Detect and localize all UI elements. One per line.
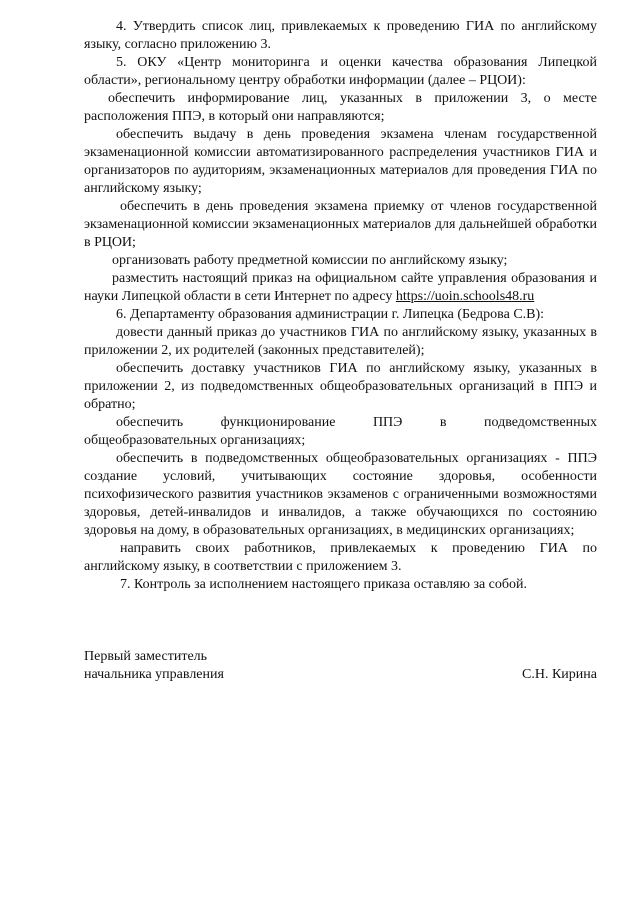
paragraph-acceptance: обеспечить в день проведения экзамена приемку от членов государственной экзаменационной комиссии экзаменационных материалов для дальнейшей обработки в РЦОИ;	[84, 199, 597, 250]
signer-position-line2: начальника управления	[84, 667, 224, 682]
paragraph-delivery: обеспечить доставку участников ГИА по английскому языку, указанных в приложении 2, из подведомственных общеобразовательных организаций в ППЭ и обратно;	[84, 361, 597, 412]
paragraph-publish	[84, 270, 597, 306]
paragraph-item-6: 6. Департаменту образования администрации г. Липецка (Бедрова С.В):	[116, 307, 545, 322]
paragraph-item-7: 7. Контроль за исполнением настоящего приказа оставляю за собой.	[120, 577, 528, 592]
paragraph-publish-text: разместить настоящий приказ на официальном сайте управления образования и науки Липецкой области в сети Интернет по адресу	[84, 271, 597, 304]
signer-position-line1: Первый заместитель	[84, 649, 208, 664]
site-link[interactable]: https://uoin.schools48.ru	[395, 289, 535, 304]
paragraph-send-workers: направить своих работников, привлекаемых к проведению ГИА по английскому языку, в соответствии с приложением 3.	[84, 541, 597, 574]
paragraph-functioning: обеспечить функционирование ППЭ в подведомственных общеобразовательных организациях;	[84, 415, 597, 448]
paragraph-item-4: 4. Утвердить список лиц, привлекаемых к проведению ГИА по английскому языку, согласно приложению 3.	[84, 19, 597, 52]
paragraph-item-5: 5. ОКУ «Центр мониторинга и оценки качества образования Липецкой области», региональному центру обработки информации (далее – РЦОИ):	[84, 55, 597, 88]
paragraph-conditions: обеспечить в подведомственных общеобразовательных организациях - ППЭ создание условий, учитывающих состояние здоровья, особенности психофизического развития участников экзаменов с ограниченными возможностями здоровья, детей-инвалидов и инвалидов, а также обучающихся по состоянию здоровья на дому, в образовательных организациях, в медицинских организациях;	[84, 451, 597, 538]
signature-row	[84, 666, 597, 684]
paragraph-issue-materials: обеспечить выдачу в день проведения экзамена членам государственной экзаменационной комиссии автоматизированного распределения участников ГИА и организаторов по аудиториям, экзаменационных материалов для проведения ГИА по английскому языку;	[84, 127, 597, 196]
signer-name: С.Н. Кирина	[522, 667, 597, 682]
signature-block	[84, 648, 597, 684]
document-body	[84, 18, 597, 594]
paragraph-commission: организовать работу предметной комиссии по английскому языку;	[112, 253, 508, 268]
paragraph-inform: обеспечить информирование лиц, указанных в приложении 3, о месте расположения ППЭ, в который они направляются;	[84, 91, 597, 124]
paragraph-notify: довести данный приказ до участников ГИА по английскому языку, указанных в приложении 2, их родителей (законных представителей);	[84, 325, 597, 358]
